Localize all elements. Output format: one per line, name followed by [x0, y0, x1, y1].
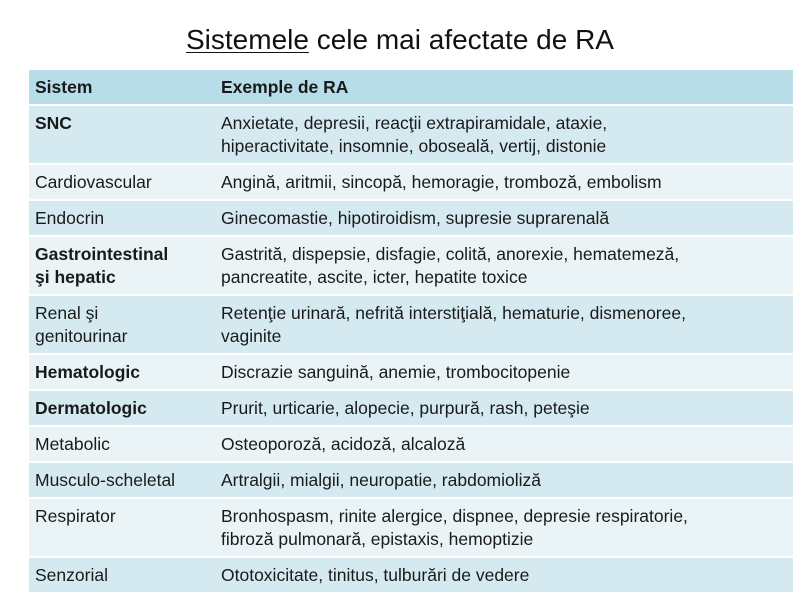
examples-cell: Osteoporoză, acidoză, alcaloză — [215, 426, 793, 462]
system-cell: Respirator — [29, 498, 215, 557]
system-cell — [29, 236, 215, 295]
system-cell — [29, 295, 215, 354]
examples-cell — [215, 236, 793, 295]
system-cell: Senzorial — [29, 557, 215, 593]
table-row — [29, 557, 793, 593]
table-header-row — [29, 70, 793, 105]
examples-cell: Artralgii, mialgii, neuropatie, rabdomioliză — [215, 462, 793, 498]
table-row — [29, 426, 793, 462]
examples-cell — [215, 105, 793, 164]
examples-line: Bronhospasm, rinite alergice, dispnee, depresie respiratorie, — [221, 506, 688, 526]
examples-line: Retenţie urinară, nefrită interstiţială, hematurie, dismenoree, — [221, 303, 686, 323]
system-cell: SNC — [29, 105, 215, 164]
system-line: Renal şi — [35, 303, 99, 323]
examples-cell — [215, 498, 793, 557]
table-row — [29, 164, 793, 200]
header-system: Sistem — [29, 70, 215, 105]
system-cell: Musculo-scheletal — [29, 462, 215, 498]
examples-cell: Discrazie sanguină, anemie, trombocitopenie — [215, 354, 793, 390]
table-row — [29, 200, 793, 236]
system-cell: Metabolic — [29, 426, 215, 462]
table-row — [29, 354, 793, 390]
page-title — [0, 20, 800, 60]
examples-cell: Ototoxicitate, tinitus, tulburări de vedere — [215, 557, 793, 593]
examples-line: Anxietate, depresii, reacţii extrapiramidale, ataxie, — [221, 113, 608, 133]
examples-line: fibroză pulmonară, epistaxis, hemoptizie — [221, 529, 534, 549]
examples-line: Gastrită, dispepsie, disfagie, colită, anorexie, hematemeză, — [221, 244, 680, 264]
examples-line: vaginite — [221, 326, 282, 346]
system-cell: Hematologic — [29, 354, 215, 390]
examples-line: hiperactivitate, insomnie, oboseală, vertij, distonie — [221, 136, 607, 156]
table-row — [29, 498, 793, 557]
header-examples: Exemple de RA — [215, 70, 793, 105]
examples-cell: Ginecomastie, hipotiroidism, supresie suprarenală — [215, 200, 793, 236]
system-cell: Endocrin — [29, 200, 215, 236]
system-line: Gastrointestinal — [35, 244, 169, 264]
examples-cell: Prurit, urticarie, alopecie, purpură, rash, peteşie — [215, 390, 793, 426]
system-line: genitourinar — [35, 326, 128, 346]
examples-line: pancreatite, ascite, icter, hepatite toxice — [221, 267, 528, 287]
system-cell: Cardiovascular — [29, 164, 215, 200]
system-cell: Dermatologic — [29, 390, 215, 426]
title-rest: cele mai afectate de RA — [308, 24, 614, 55]
examples-cell — [215, 295, 793, 354]
table-row — [29, 462, 793, 498]
table-row — [29, 105, 793, 164]
examples-cell: Angină, aritmii, sincopă, hemoragie, tromboză, embolism — [215, 164, 793, 200]
title-underlined-word: Sistemele — [186, 24, 309, 55]
table-row — [29, 390, 793, 426]
adverse-reactions-table — [29, 70, 793, 594]
system-line: şi hepatic — [35, 267, 116, 287]
table-row — [29, 236, 793, 295]
table-row — [29, 295, 793, 354]
